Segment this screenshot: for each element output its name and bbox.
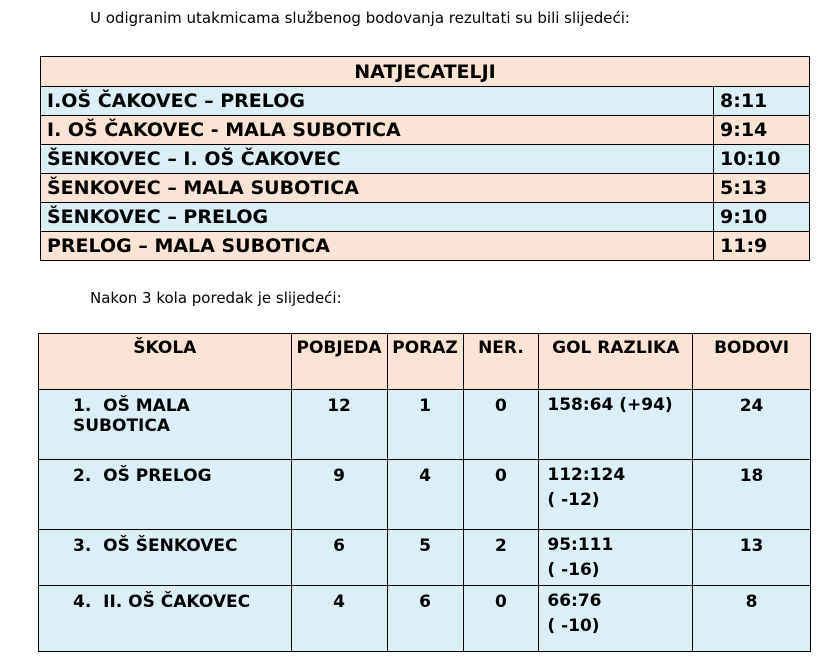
losses-cell: 1 — [387, 390, 463, 460]
header-points: BODOVI — [693, 334, 811, 390]
points-cell: 18 — [693, 460, 811, 530]
score-cell: 11:9 — [714, 232, 810, 261]
goals-score: 158:64 (+94) — [547, 395, 673, 415]
points-cell: 13 — [693, 530, 811, 586]
goals-cell — [539, 460, 693, 530]
table-row — [41, 145, 810, 174]
results-table — [40, 56, 810, 261]
draws-cell: 2 — [463, 530, 539, 586]
draws-cell: 0 — [463, 390, 539, 460]
match-cell: I. OŠ ČAKOVEC - MALA SUBOTICA — [41, 116, 714, 145]
goals-diff: ( -12) — [547, 490, 600, 510]
score-cell: 10:10 — [714, 145, 810, 174]
losses-cell: 5 — [387, 530, 463, 586]
goals-score: 66:76 — [547, 591, 602, 611]
table-row — [39, 460, 811, 530]
goals-diff: ( -16) — [547, 560, 600, 580]
standings-intro: Nakon 3 kola poredak je slijedeći: — [90, 289, 342, 307]
goals-score: 112:124 — [547, 465, 626, 485]
losses-cell: 4 — [387, 460, 463, 530]
wins-cell: 12 — [291, 390, 387, 460]
results-header-row — [41, 57, 810, 87]
school-cell — [39, 390, 292, 460]
wins-cell: 9 — [291, 460, 387, 530]
goals-cell — [539, 586, 693, 652]
match-cell: PRELOG – MALA SUBOTICA — [41, 232, 714, 261]
header-losses: PORAZ — [387, 334, 463, 390]
header-wins: POBJEDA — [291, 334, 387, 390]
intro-text: U odigranim utakmicama službenog bodovanja rezultati su bili slijedeći: — [90, 9, 630, 27]
points-cell: 24 — [693, 390, 811, 460]
table-row — [41, 232, 810, 261]
points-cell: 8 — [693, 586, 811, 652]
draws-cell: 0 — [463, 586, 539, 652]
wins-cell: 4 — [291, 586, 387, 652]
goals-cell — [539, 390, 693, 460]
school-name: OŠ MALA SUBOTICA — [73, 396, 190, 436]
table-row — [41, 203, 810, 232]
school-name: OŠ PRELOG — [103, 466, 212, 486]
rank: 4. — [73, 592, 92, 612]
header-draws: NER. — [463, 334, 539, 390]
standings-header-row — [39, 334, 811, 390]
school-name: II. OŠ ČAKOVEC — [103, 592, 251, 612]
rank: 3. — [73, 536, 92, 556]
score-cell: 9:14 — [714, 116, 810, 145]
goals-cell — [539, 530, 693, 586]
header-goal-difference: GOL RAZLIKA — [539, 334, 693, 390]
wins-cell: 6 — [291, 530, 387, 586]
losses-cell: 6 — [387, 586, 463, 652]
table-row — [41, 116, 810, 145]
school-name: OŠ ŠENKOVEC — [103, 536, 238, 556]
match-cell: ŠENKOVEC – PRELOG — [41, 203, 714, 232]
match-cell: ŠENKOVEC – MALA SUBOTICA — [41, 174, 714, 203]
match-cell: I.OŠ ČAKOVEC – PRELOG — [41, 87, 714, 116]
score-cell: 5:13 — [714, 174, 810, 203]
rank: 1. — [73, 396, 92, 416]
rank: 2. — [73, 466, 92, 486]
goals-score: 95:111 — [547, 535, 614, 555]
table-row — [41, 87, 810, 116]
goals-diff: ( -10) — [547, 616, 600, 636]
table-row — [39, 390, 811, 460]
header-school: ŠKOLA — [39, 334, 292, 390]
match-cell: ŠENKOVEC – I. OŠ ČAKOVEC — [41, 145, 714, 174]
table-row — [41, 174, 810, 203]
score-cell: 9:10 — [714, 203, 810, 232]
draws-cell: 0 — [463, 460, 539, 530]
school-cell — [39, 460, 292, 530]
standings-table — [38, 333, 811, 652]
school-cell — [39, 530, 292, 586]
school-cell — [39, 586, 292, 652]
results-header: NATJECATELJI — [41, 57, 810, 87]
table-row — [39, 586, 811, 652]
score-cell: 8:11 — [714, 87, 810, 116]
table-row — [39, 530, 811, 586]
